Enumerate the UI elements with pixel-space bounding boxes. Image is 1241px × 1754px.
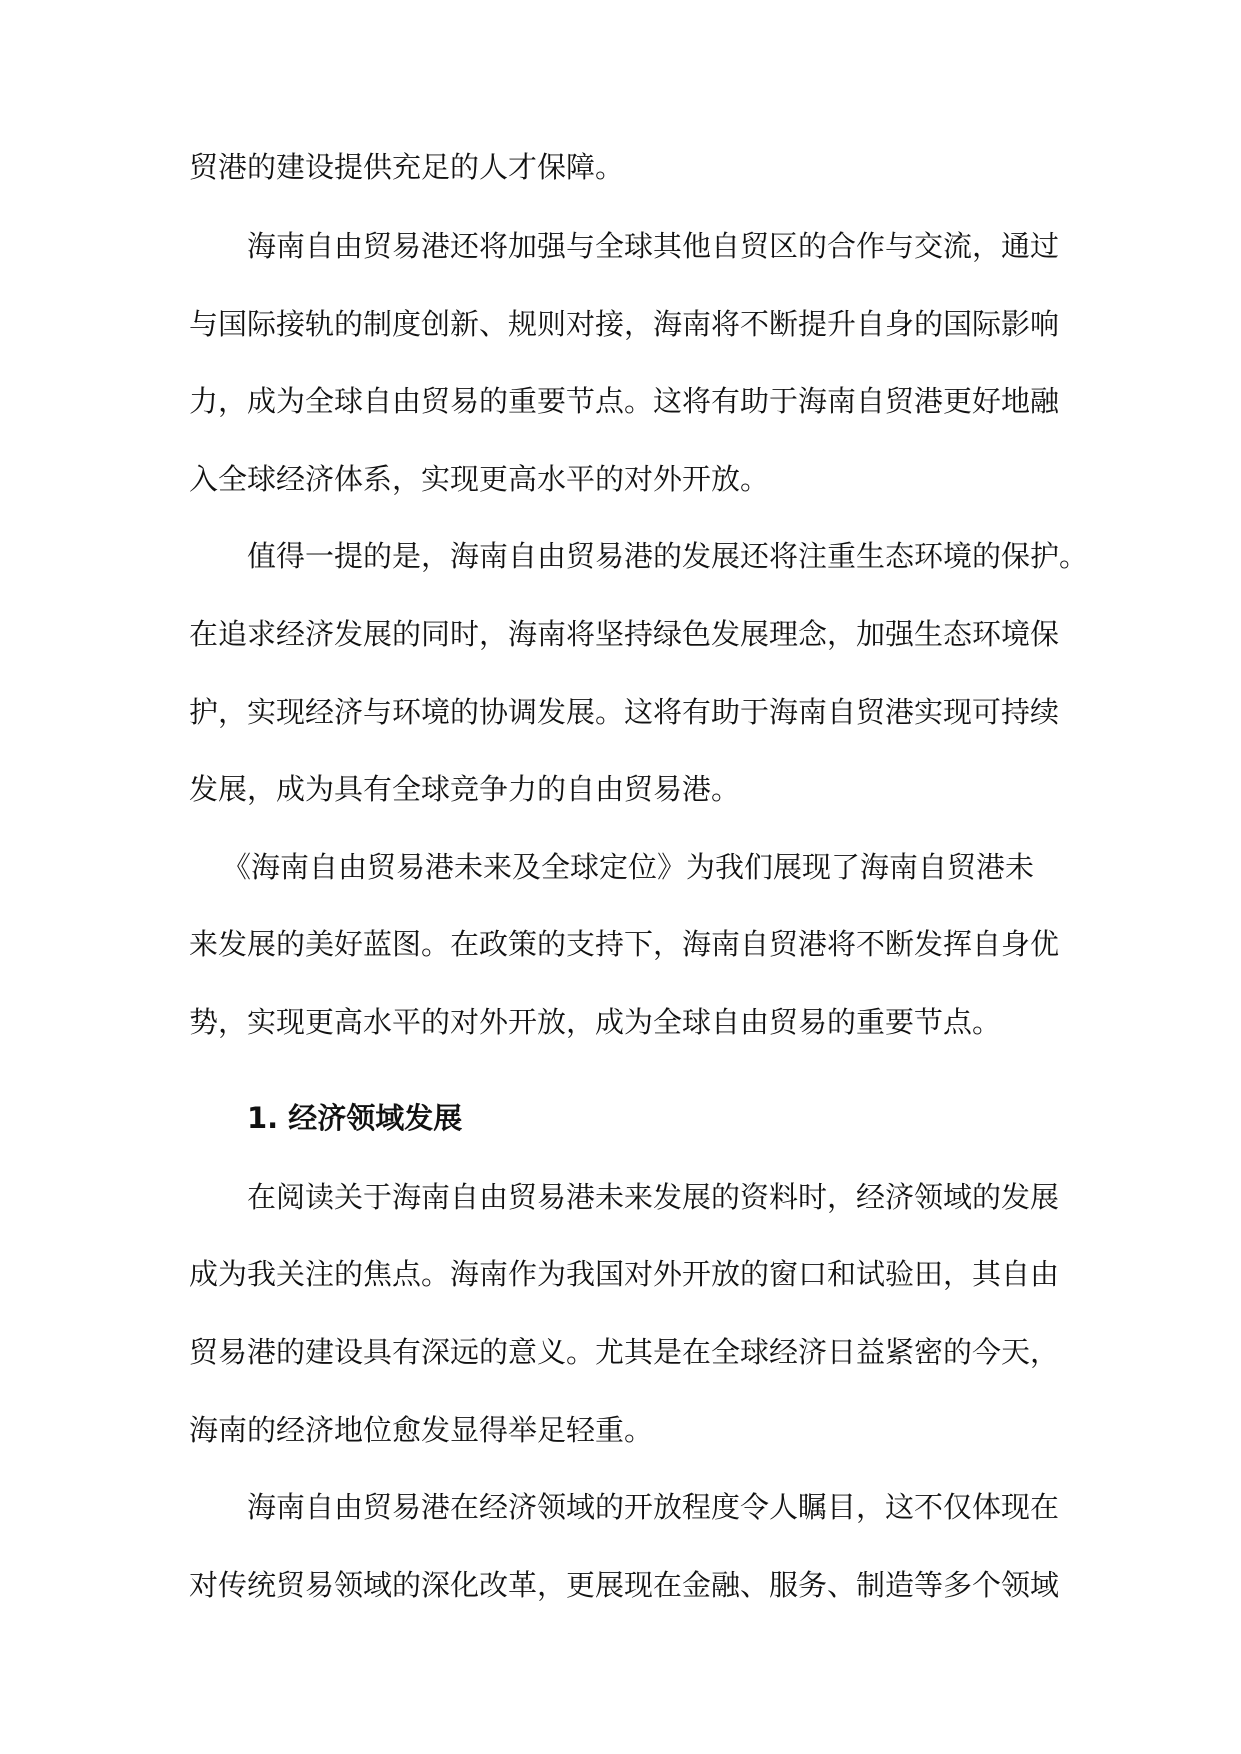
text-line: 在追求经济发展的同时，海南将坚持绿色发展理念，加强生态环境保 — [189, 617, 1060, 651]
text-line: 值得一提的是，海南自由贸易港的发展还将注重生态环境的保护。 — [247, 539, 1089, 573]
text-line: 势，实现更高水平的对外开放，成为全球自由贸易的重要节点。 — [189, 1005, 1002, 1039]
text-line: 来发展的美好蓝图。在政策的支持下，海南自贸港将不断发挥自身优 — [189, 927, 1060, 961]
text-line: 海南的经济地位愈发显得举足轻重。 — [189, 1413, 654, 1447]
text-line: 贸易港的建设具有深远的意义。尤其是在全球经济日益紧密的今天， — [189, 1335, 1060, 1369]
text-line: 力，成为全球自由贸易的重要节点。这将有助于海南自贸港更好地融 — [189, 384, 1060, 418]
text-line: 成为我关注的焦点。海南作为我国对外开放的窗口和试验田，其自由 — [189, 1257, 1060, 1291]
text-line: 与国际接轨的制度创新、规则对接，海南将不断提升自身的国际影响 — [189, 307, 1060, 341]
text-line: 入全球经济体系，实现更高水平的对外开放。 — [189, 462, 770, 496]
text-line: 对传统贸易领域的深化改革，更展现在金融、服务、制造等多个领域 — [189, 1568, 1060, 1602]
text-line: 发展，成为具有全球竞争力的自由贸易港。 — [189, 772, 741, 806]
text-line: 在阅读关于海南自由贸易港未来发展的资料时，经济领域的发展 — [247, 1180, 1060, 1214]
text-line: 护，实现经济与环境的协调发展。这将有助于海南自贸港实现可持续 — [189, 695, 1060, 729]
text-line: 海南自由贸易港还将加强与全球其他自贸区的合作与交流，通过 — [247, 229, 1060, 263]
text-line: 贸港的建设提供充足的人才保障。 — [189, 150, 625, 184]
text-line: 海南自由贸易港在经济领域的开放程度令人瞩目，这不仅体现在 — [247, 1490, 1060, 1524]
text-line: 《海南自由贸易港未来及全球定位》为我们展现了海南自贸港未 — [222, 850, 1035, 884]
section-heading: 1. 经济领域发展 — [247, 1101, 463, 1135]
